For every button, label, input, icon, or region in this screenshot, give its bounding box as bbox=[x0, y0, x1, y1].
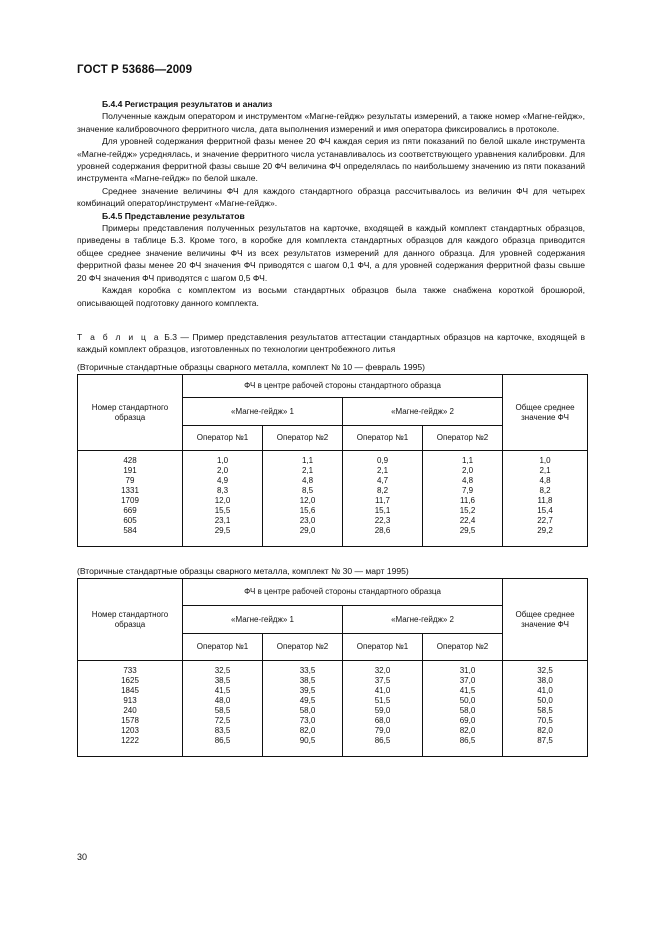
table-1-g1-op2: Оператор №2 bbox=[263, 426, 343, 451]
table-2-g2-op2: Оператор №2 bbox=[423, 634, 503, 661]
section-b45-paragraph-1: Примеры представления полученных результатов на карточке, входящей в каждый комплект стандартных образцов, приведены в таблице Б.3. Кроме того, в коробке для комплекта стандартных образцов для каждого образца приводится общее среднее значение величины ФЧ из всех результатов измерений для данного образца. Для уровней содержания ферритной фазы менее 20 ФЧ значения ФЧ приводятся с шагом 0,1 ФЧ, а для уровней содержания ферритной фазы свыше 20 ФЧ значения ФЧ приводятся с шагом 0,5 ФЧ. bbox=[77, 223, 585, 283]
table-cell: 79,0 bbox=[374, 726, 391, 735]
table-cell: 50,0 bbox=[537, 696, 553, 705]
table-2-g2-op1: Оператор №1 bbox=[343, 634, 423, 661]
table-cell: 82,0 bbox=[459, 726, 476, 735]
table-1-data-row bbox=[78, 451, 588, 547]
section-b44-paragraph-2: Для уровней содержания ферритной фазы менее 20 ФЧ каждая серия из пяти показаний по белой шкале инструмента «Магне-гейдж» усреднялась, и значение ферритного числа устанавливалось из соответствующего уравнения калибровки. Для уровней содержания ферритной фазы свыше 20 ФЧ величина ФЧ определялась по наибольшему значению из пяти показаний инструмента «Магне-гейдж» по белой шкале. bbox=[77, 136, 585, 184]
table-2-gauge-1: «Магне-гейдж» 1 bbox=[183, 606, 343, 634]
table-cell: 2,1 bbox=[376, 466, 389, 475]
table-cell: 428 bbox=[123, 456, 137, 465]
table-cell: 22,3 bbox=[374, 516, 391, 525]
table-2-col-0 bbox=[78, 661, 183, 757]
table-cell: 913 bbox=[123, 696, 137, 705]
table-cell: 11,8 bbox=[537, 496, 553, 505]
table-2-col-overall: Общее среднее значение ФЧ bbox=[503, 579, 588, 661]
table-cell: 240 bbox=[123, 706, 137, 715]
table-cell: 8,2 bbox=[376, 486, 389, 495]
table-cell: 70,5 bbox=[537, 716, 553, 725]
section-b45-paragraph-2: Каждая коробка с комплектом из восьми стандартных образцов была также снабжена короткой брошюрой, описывающей подготовку данного комплекта. bbox=[77, 285, 585, 308]
table-cell: 32,5 bbox=[537, 666, 553, 675]
table-cell: 48,0 bbox=[214, 696, 231, 705]
table-cell: 4,8 bbox=[301, 476, 314, 485]
table-cell: 86,5 bbox=[214, 736, 231, 745]
table-cell: 41,0 bbox=[374, 686, 391, 695]
table-1 bbox=[77, 374, 588, 547]
table-2-data-row bbox=[78, 661, 588, 757]
table-1-col-fn-center: ФЧ в центре рабочей стороны стандартного образца bbox=[183, 375, 503, 398]
table-cell: 23,1 bbox=[214, 516, 231, 525]
table-cell: 82,0 bbox=[299, 726, 316, 735]
table-cell: 58,0 bbox=[459, 706, 476, 715]
table-cell: 38,0 bbox=[537, 676, 553, 685]
table-cell: 59,0 bbox=[374, 706, 391, 715]
table-1-col-1 bbox=[183, 451, 263, 547]
section-b44-paragraph-1: Полученные каждым оператором и инструментом «Магне-гейдж» результаты измерений, а также номер «Магне-гейдж», значение калибровочного ферритного числа, дата выполнения измерений и имя оператора фиксировались в протоколе. bbox=[77, 111, 585, 134]
table-cell: 7,9 bbox=[461, 486, 474, 495]
table-cell: 15,6 bbox=[299, 506, 316, 515]
table-2-g1-op2: Оператор №2 bbox=[263, 634, 343, 661]
table-cell: 15,1 bbox=[374, 506, 391, 515]
table-cell: 58,0 bbox=[299, 706, 316, 715]
table-1-col-5 bbox=[503, 451, 588, 547]
table-cell: 8,3 bbox=[216, 486, 229, 495]
table-cell: 2,1 bbox=[301, 466, 314, 475]
table-cell: 0,9 bbox=[376, 456, 389, 465]
table-1-g2-op2: Оператор №2 bbox=[423, 426, 503, 451]
table-2-col-5 bbox=[503, 661, 588, 757]
table-1-col-3 bbox=[343, 451, 423, 547]
table-1-gauge-1: «Магне-гейдж» 1 bbox=[183, 398, 343, 426]
table-2-subtitle: (Вторичные стандартные образцы сварного металла, комплект № 30 — март 1995) bbox=[77, 566, 409, 576]
table-2-col-3 bbox=[343, 661, 423, 757]
table-cell: 12,0 bbox=[214, 496, 231, 505]
table-cell: 86,5 bbox=[374, 736, 391, 745]
table-cell: 733 bbox=[123, 666, 137, 675]
table-1-col-overall: Общее среднее значение ФЧ bbox=[503, 375, 588, 451]
table-2-col-4 bbox=[423, 661, 503, 757]
table-cell: 1,1 bbox=[301, 456, 314, 465]
table-caption-text: Б.3 — Пример представления результатов аттестации стандартных образцов на карточке, входящей в каждый комплект образцов, изготовленных по технологии центробежного литья bbox=[77, 332, 586, 355]
table-1-g1-op1: Оператор №1 bbox=[183, 426, 263, 451]
table-2-col-sample: Номер стандартного образца bbox=[78, 579, 183, 661]
table-cell: 1578 bbox=[121, 716, 139, 725]
table-cell: 15,2 bbox=[459, 506, 476, 515]
table-cell: 37,5 bbox=[374, 676, 391, 685]
table-cell: 38,5 bbox=[299, 676, 316, 685]
table-cell: 1222 bbox=[121, 736, 139, 745]
table-cell: 33,5 bbox=[299, 666, 316, 675]
table-cell: 72,5 bbox=[214, 716, 231, 725]
table-cell: 28,6 bbox=[374, 526, 391, 535]
table-cell: 41,5 bbox=[214, 686, 231, 695]
table-cell: 23,0 bbox=[299, 516, 316, 525]
table-1-g2-op1: Оператор №1 bbox=[343, 426, 423, 451]
document-header: ГОСТ Р 53686—2009 bbox=[77, 64, 193, 76]
table-cell: 58,5 bbox=[537, 706, 553, 715]
table-cell: 8,2 bbox=[539, 486, 551, 495]
table-cell: 2,1 bbox=[539, 466, 551, 475]
section-b45-title: Б.4.5 Представление результатов bbox=[102, 210, 245, 221]
table-2-col-fn-center: ФЧ в центре рабочей стороны стандартного образца bbox=[183, 579, 503, 606]
table-cell: 1845 bbox=[121, 686, 139, 695]
table-cell: 4,8 bbox=[461, 476, 474, 485]
table-cell: 605 bbox=[123, 516, 137, 525]
table-cell: 73,0 bbox=[299, 716, 316, 725]
table-cell: 69,0 bbox=[459, 716, 476, 725]
table-cell: 11,7 bbox=[375, 496, 390, 505]
page-number: 30 bbox=[77, 852, 88, 862]
table-cell: 83,5 bbox=[214, 726, 231, 735]
table-cell: 1,0 bbox=[216, 456, 229, 465]
table-cell: 29,5 bbox=[214, 526, 231, 535]
table-cell: 37,0 bbox=[459, 676, 476, 685]
table-cell: 29,2 bbox=[537, 526, 553, 535]
table-cell: 31,0 bbox=[459, 666, 476, 675]
table-cell: 1625 bbox=[121, 676, 139, 685]
table-2-col-1 bbox=[183, 661, 263, 757]
table-cell: 29,0 bbox=[299, 526, 316, 535]
table-2 bbox=[77, 578, 588, 757]
table-cell: 191 bbox=[123, 466, 137, 475]
table-1-col-0 bbox=[78, 451, 183, 547]
table-cell: 58,5 bbox=[214, 706, 231, 715]
table-cell: 15,4 bbox=[537, 506, 553, 515]
table-cell: 68,0 bbox=[374, 716, 391, 725]
table-cell: 11,6 bbox=[460, 496, 475, 505]
table-cell: 22,7 bbox=[537, 516, 553, 525]
table-cell: 39,5 bbox=[299, 686, 316, 695]
section-b44-paragraph-3: Среднее значение величины ФЧ для каждого стандартного образца рассчитывалось из величин ФЧ для четырех комбинаций оператор/инструмент «Магне-гейдж». bbox=[77, 185, 585, 209]
table-1-subtitle: (Вторичные стандартные образцы сварного металла, комплект № 10 — февраль 1995) bbox=[77, 362, 425, 372]
table-cell: 41,5 bbox=[459, 686, 476, 695]
table-cell: 32,0 bbox=[374, 666, 391, 675]
table-cell: 1,0 bbox=[539, 456, 551, 465]
table-2-header-row-1 bbox=[78, 579, 588, 606]
table-cell: 51,5 bbox=[374, 696, 391, 705]
table-cell: 2,0 bbox=[216, 466, 229, 475]
table-cell: 87,5 bbox=[537, 736, 553, 745]
table-cell: 669 bbox=[123, 506, 137, 515]
table-cell: 82,0 bbox=[537, 726, 553, 735]
table-cell: 50,0 bbox=[459, 696, 476, 705]
table-cell: 32,5 bbox=[214, 666, 231, 675]
table-cell: 4,7 bbox=[376, 476, 389, 485]
table-1-gauge-2: «Магне-гейдж» 2 bbox=[343, 398, 503, 426]
table-cell: 584 bbox=[123, 526, 137, 535]
table-cell: 1709 bbox=[121, 496, 139, 505]
table-cell: 8,5 bbox=[301, 486, 314, 495]
table-cell: 90,5 bbox=[299, 736, 316, 745]
table-cell: 1,1 bbox=[461, 456, 474, 465]
table-cell: 15,5 bbox=[214, 506, 231, 515]
body-text bbox=[77, 98, 585, 309]
table-cell: 1331 bbox=[121, 486, 139, 495]
section-b44-title: Б.4.4 Регистрация результатов и анализ bbox=[102, 99, 273, 109]
table-cell: 79 bbox=[125, 476, 135, 485]
table-cell: 38,5 bbox=[214, 676, 231, 685]
table-cell: 1203 bbox=[121, 726, 139, 735]
table-cell: 4,8 bbox=[539, 476, 551, 485]
table-2-col-2 bbox=[263, 661, 343, 757]
table-cell: 2,0 bbox=[461, 466, 474, 475]
table-1-col-sample: Номер стандартного образца bbox=[78, 375, 183, 451]
table-1-col-4 bbox=[423, 451, 503, 547]
table-1-col-2 bbox=[263, 451, 343, 547]
table-2-g1-op1: Оператор №1 bbox=[183, 634, 263, 661]
table-2-gauge-2: «Магне-гейдж» 2 bbox=[343, 606, 503, 634]
table-cell: 12,0 bbox=[299, 496, 316, 505]
table-1-header-row-1 bbox=[78, 375, 588, 398]
table-cell: 86,5 bbox=[459, 736, 476, 745]
table-cell: 41,0 bbox=[537, 686, 553, 695]
table-caption-label: Т а б л и ц а bbox=[77, 332, 161, 342]
table-caption bbox=[77, 331, 585, 356]
table-cell: 29,5 bbox=[459, 526, 476, 535]
table-cell: 4,9 bbox=[216, 476, 229, 485]
table-cell: 49,5 bbox=[299, 696, 316, 705]
table-cell: 22,4 bbox=[459, 516, 476, 525]
